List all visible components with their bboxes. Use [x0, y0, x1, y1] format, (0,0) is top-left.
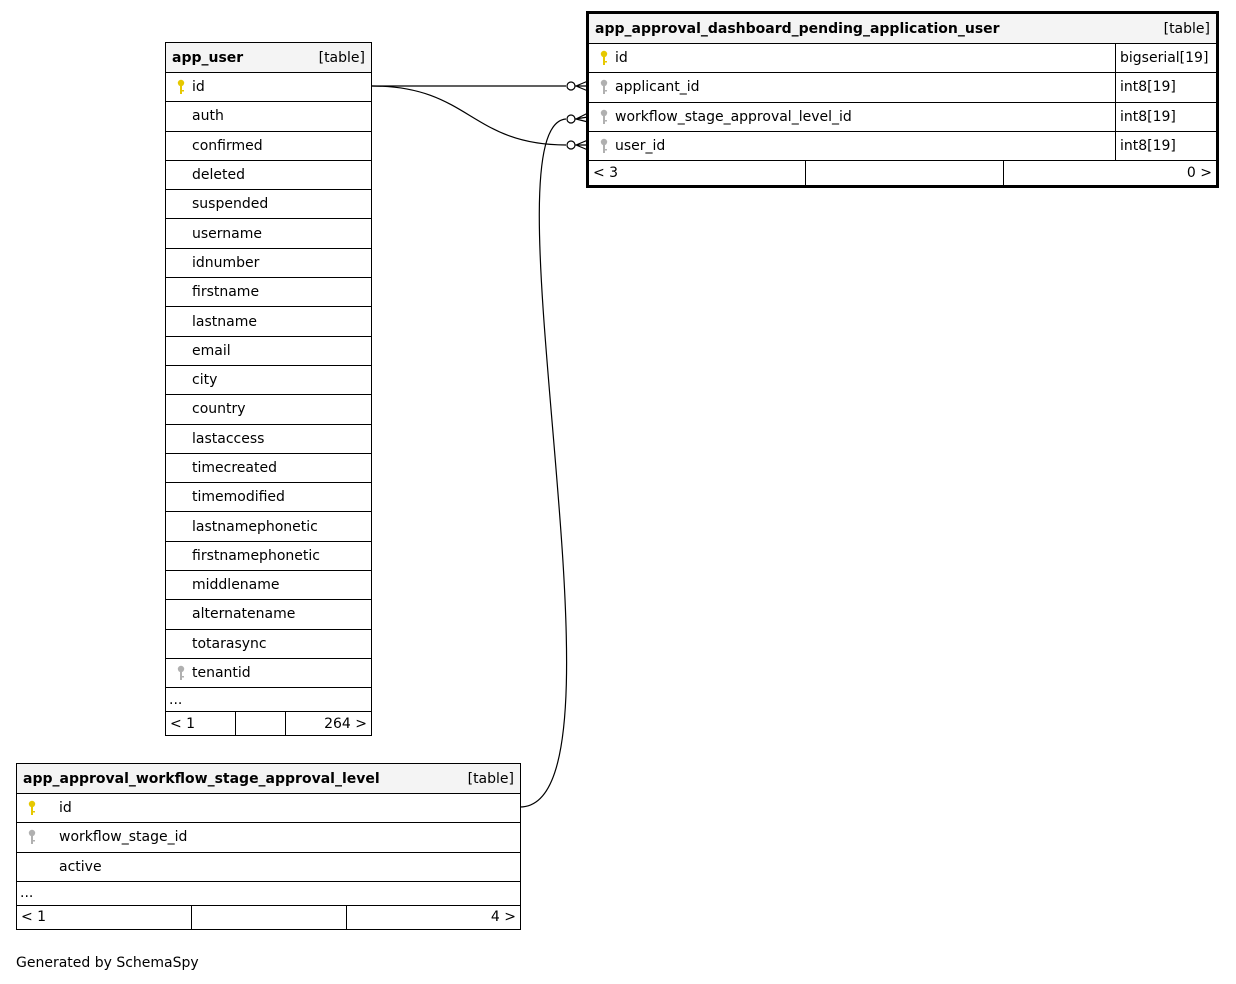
- table-kind: [table]: [1163, 20, 1210, 37]
- relationship-workflow-level: [520, 119, 567, 807]
- column-row[interactable]: [166, 571, 371, 600]
- parents-count[interactable]: < 1: [170, 715, 196, 732]
- column-name: idnumber: [192, 254, 260, 271]
- column-name: country: [192, 401, 246, 418]
- children-count[interactable]: 264 >: [324, 715, 367, 732]
- column-name: id: [615, 50, 628, 67]
- more-columns: ...: [17, 882, 520, 906]
- foreign-key-icon: [593, 138, 615, 154]
- table-kind: [table]: [467, 770, 514, 787]
- column-name: active: [59, 858, 102, 875]
- column-name: timecreated: [192, 460, 277, 476]
- table-header: [166, 43, 371, 73]
- column-type: int8[19]: [1120, 108, 1176, 125]
- primary-key-icon: [21, 800, 43, 816]
- table-kind: [table]: [318, 49, 365, 66]
- zero-many-marker-workflow: [567, 115, 575, 123]
- column-row[interactable]: [17, 823, 520, 852]
- more-columns: ...: [166, 688, 371, 712]
- column-name: confirmed: [192, 137, 263, 154]
- column-row[interactable]: [589, 44, 1216, 73]
- table-footer: [17, 906, 520, 929]
- parents-count[interactable]: < 1: [21, 909, 47, 926]
- column-name: id: [192, 79, 205, 96]
- primary-key-icon: [593, 50, 615, 66]
- column-row[interactable]: [166, 73, 371, 102]
- primary-key-icon: [170, 79, 192, 95]
- column-name: workflow_stage_approval_level_id: [615, 108, 852, 125]
- table-app-user[interactable]: [165, 42, 372, 736]
- column-name: username: [192, 225, 262, 242]
- column-row[interactable]: [166, 278, 371, 307]
- children-count[interactable]: 0 >: [1186, 165, 1212, 182]
- footer-spacer: [805, 161, 1004, 185]
- zero-many-marker-user: [567, 141, 575, 149]
- zero-many-marker-applicant: [567, 82, 575, 90]
- table-name: app_user: [172, 49, 244, 66]
- column-row[interactable]: [166, 395, 371, 424]
- column-name: lastaccess: [192, 430, 265, 447]
- column-row[interactable]: [166, 659, 371, 688]
- column-row[interactable]: [166, 337, 371, 366]
- column-type: bigserial[19]: [1120, 50, 1209, 67]
- column-name: applicant_id: [615, 79, 700, 96]
- column-type: int8[19]: [1120, 79, 1176, 96]
- generated-by-label: Generated by SchemaSpy: [16, 955, 199, 971]
- column-name: suspended: [192, 196, 269, 213]
- column-row[interactable]: [17, 853, 520, 882]
- column-name: alternatename: [192, 606, 296, 623]
- column-name: auth: [192, 108, 224, 125]
- column-name: lastnamephonetic: [192, 518, 318, 535]
- column-row[interactable]: [589, 132, 1216, 161]
- column-row[interactable]: [589, 73, 1216, 102]
- column-name: user_id: [615, 138, 666, 155]
- table-footer: [166, 712, 371, 735]
- column-row[interactable]: [166, 102, 371, 131]
- column-row[interactable]: [166, 454, 371, 483]
- column-row[interactable]: [166, 161, 371, 190]
- column-row[interactable]: [166, 366, 371, 395]
- column-row[interactable]: [17, 794, 520, 823]
- footer-spacer: [235, 712, 286, 735]
- column-row[interactable]: [166, 190, 371, 219]
- column-name: timemodified: [192, 489, 285, 506]
- column-row[interactable]: [166, 600, 371, 629]
- column-name: tenantid: [192, 665, 251, 682]
- column-row[interactable]: [166, 249, 371, 278]
- table-pending-application-user[interactable]: [586, 11, 1219, 188]
- column-row[interactable]: [166, 425, 371, 454]
- column-row[interactable]: [166, 219, 371, 248]
- table-workflow-stage-approval-level[interactable]: [16, 763, 521, 930]
- column-name: email: [192, 342, 231, 359]
- column-name: deleted: [192, 167, 245, 184]
- parents-count[interactable]: < 3: [593, 165, 619, 182]
- table-header: [589, 14, 1216, 44]
- column-name: firstnamephonetic: [192, 547, 320, 564]
- table-footer: [589, 161, 1216, 185]
- column-row[interactable]: [166, 542, 371, 571]
- column-name: lastname: [192, 313, 257, 330]
- column-row[interactable]: [166, 132, 371, 161]
- column-row[interactable]: [166, 483, 371, 512]
- column-row[interactable]: [589, 103, 1216, 132]
- foreign-key-icon: [170, 665, 192, 681]
- table-name: app_approval_dashboard_pending_application_user: [595, 20, 1000, 37]
- column-name: city: [192, 372, 218, 389]
- children-count[interactable]: 4 >: [490, 909, 516, 926]
- column-name: totarasync: [192, 635, 267, 652]
- column-row[interactable]: [166, 512, 371, 541]
- relationship-app-user-user: [372, 86, 566, 145]
- column-row[interactable]: [166, 630, 371, 659]
- column-name: workflow_stage_id: [59, 829, 188, 846]
- column-row[interactable]: [166, 307, 371, 336]
- foreign-key-icon: [593, 79, 615, 95]
- column-name: firstname: [192, 284, 260, 301]
- foreign-key-icon: [21, 829, 43, 845]
- table-header: [17, 764, 520, 794]
- foreign-key-icon: [593, 109, 615, 125]
- table-name: app_approval_workflow_stage_approval_level: [23, 770, 380, 787]
- column-name: middlename: [192, 577, 280, 594]
- footer-spacer: [191, 906, 347, 929]
- column-name: id: [59, 800, 72, 817]
- column-type: int8[19]: [1120, 138, 1176, 155]
